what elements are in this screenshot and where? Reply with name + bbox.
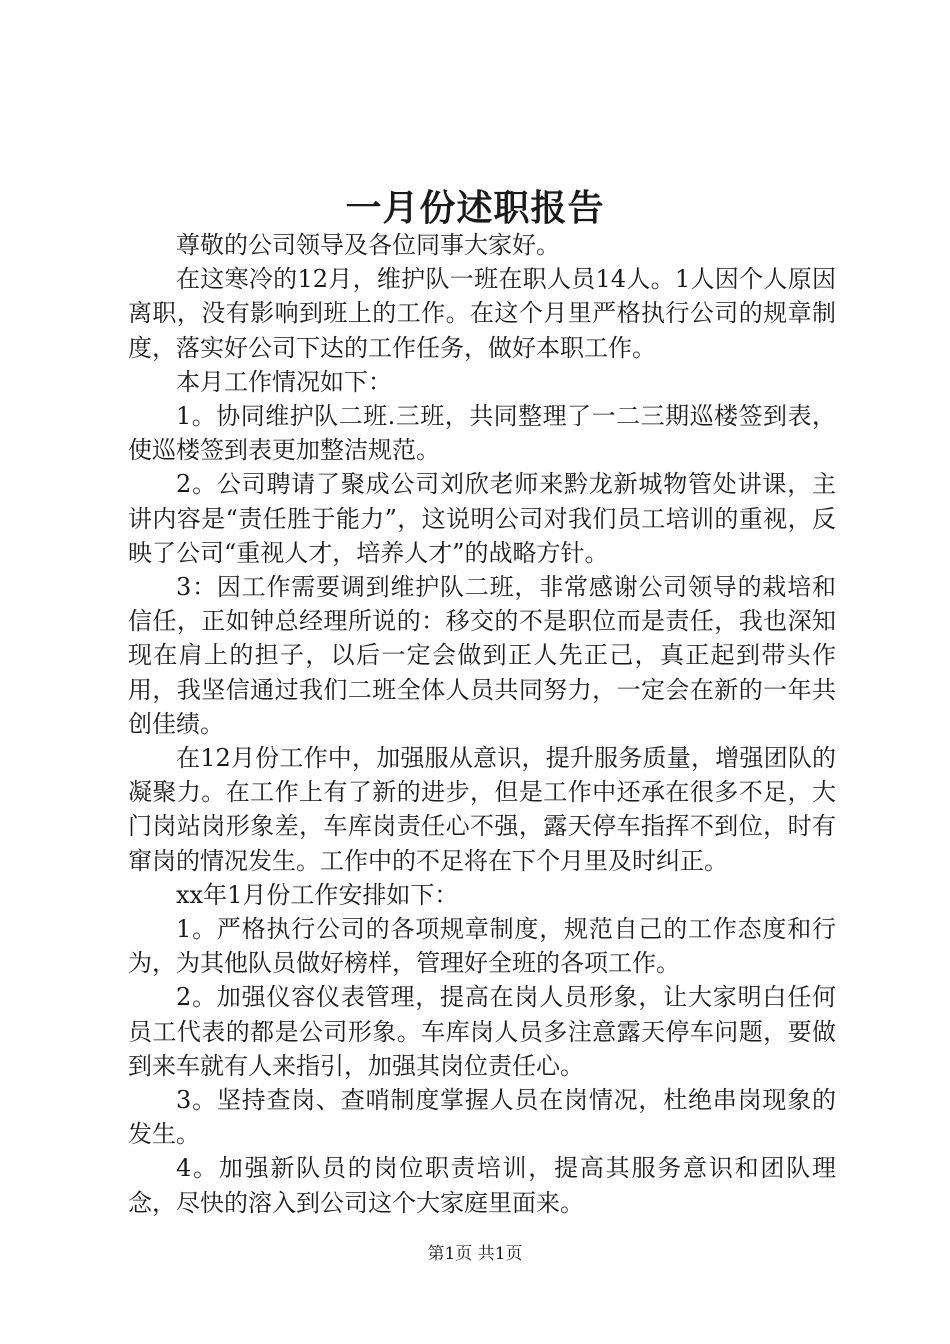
paragraph-plan-4: 4。加强新队员的岗位职责培训，提高其服务意识和团队理念，尽快的溶入到公司这个大家庭里面来。 — [128, 1154, 836, 1217]
paragraph-plan-3: 3。坚持查岗、查哨制度掌握人员在岗情况，杜绝串岗现象的发生。 — [128, 1086, 836, 1149]
page-number-footer: 第1页 共1页 — [427, 1244, 523, 1264]
paragraph-section-heading-next-month: xx年1月份工作安排如下： — [176, 880, 459, 909]
paragraph-plan-1: 1。严格执行公司的各项规章制度，规范自己的工作态度和行为，为其他队员做好榜样，管理好全班的各项工作。 — [128, 915, 836, 978]
paragraph-item-2: 2。公司聘请了聚成公司刘欣老师来黔龙新城物管处讲课，主讲内容是“责任胜于能力”，这说明公司对我们员工培训的重视，反映了公司“重视人才，培养人才”的战略方针。 — [128, 470, 836, 567]
paragraph-section-heading-this-month: 本月工作情况如下： — [176, 367, 392, 396]
paragraph-summary: 在12月份工作中，加强服从意识，提升服务质量，增强团队的凝聚力。在工作上有了新的进步，但是工作中还承在很多不足，大门岗站岗形象差，车库岗责任心不强，露天停车指挥不到位，时有窜岗的情况发生。工作中的不足将在下个月里及时纠正。 — [128, 744, 836, 875]
paragraph-intro: 在这寒冷的12月，维护队一班在职人员14人。1人因个人原因离职，没有影响到班上的工作。在这个月里严格执行公司的规章制度，落实好公司下达的工作任务，做好本职工作。 — [128, 265, 836, 362]
document-title: 一月份述职报告 — [345, 187, 605, 229]
document-body — [128, 228, 836, 1220]
paragraph-item-1: 1。协同维护队二班.三班，共同整理了一二三期巡楼签到表，使巡楼签到表更加整洁规范。 — [128, 402, 836, 465]
paragraph-plan-2: 2。加强仪容仪表管理，提高在岗人员形象，让大家明白任何员工代表的都是公司形象。车库岗人员多注意露天停车问题，要做到来车就有人来指引，加强其岗位责任心。 — [128, 983, 836, 1080]
paragraph-greeting: 尊敬的公司领导及各位同事大家好。 — [176, 231, 560, 259]
paragraph-item-3: 3：因工作需要调到维护队二班，非常感谢公司领导的栽培和信任，正如钟总经理所说的：移交的不是职位而是责任，我也深知现在肩上的担子，以后一定会做到正人先正己，真正起到带头作用，我坚信通过我们二班全体人员共同努力，一定会在新的一年共创佳绩。 — [128, 573, 836, 738]
